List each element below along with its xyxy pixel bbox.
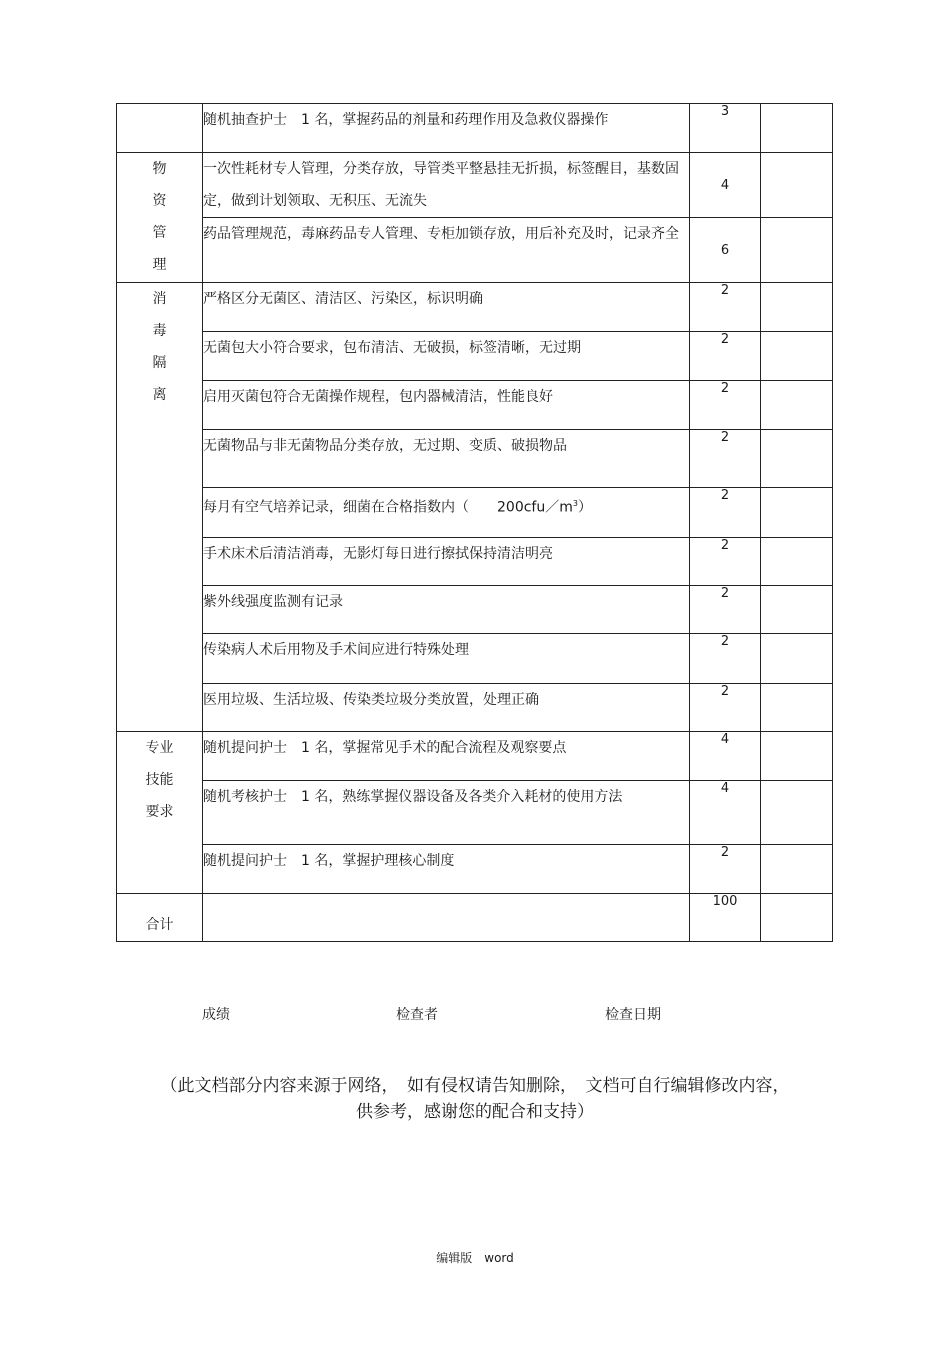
- category-materials: [117, 153, 203, 283]
- total-score: 100: [690, 894, 761, 942]
- superscript: 3: [572, 499, 578, 508]
- category-char: 消: [152, 291, 167, 307]
- table-row: [117, 586, 833, 634]
- score-value: 2: [690, 634, 761, 684]
- item-text: 传染病人术后用物及手术间应进行特殊处理: [203, 634, 690, 684]
- category-skills: [117, 732, 203, 894]
- score-value: 3: [690, 104, 761, 153]
- result-cell: [761, 894, 833, 942]
- item-text: 手术床术后清洁消毒，无影灯每日进行擦拭保持清洁明亮: [203, 538, 690, 586]
- result-cell: [761, 488, 833, 538]
- item-text: 一次性耗材专人管理，分类存放，导管类平整悬挂无折损，标签醒目，基数固定，做到计划领取、无积压、无流失: [203, 153, 690, 218]
- table-row: [117, 538, 833, 586]
- score-value: 2: [690, 845, 761, 894]
- result-cell: [761, 104, 833, 153]
- table-row: [117, 488, 833, 538]
- result-cell: [761, 781, 833, 845]
- result-cell: [761, 430, 833, 488]
- category-char: 物: [152, 161, 167, 177]
- table-row: [117, 153, 833, 218]
- item-text: [203, 488, 690, 538]
- item-text: 无菌包大小符合要求，包布清洁、无破损，标签清晰，无过期: [203, 332, 690, 381]
- total-label: 合计: [117, 894, 203, 942]
- category-cell: [117, 104, 203, 153]
- inspector-label: 检查者: [396, 1007, 438, 1023]
- disclaimer-line-1: （此文档部分内容来源于网络， 如有侵权请告知删除， 文档可自行编辑修改内容，: [160, 1076, 790, 1096]
- disclaimer-line-2: 供参考，感谢您的配合和支持）: [356, 1102, 594, 1122]
- score-value: 2: [690, 283, 761, 332]
- category-line: 专业: [145, 740, 174, 756]
- item-text: 启用灭菌包符合无菌操作规程，包内器械清洁，性能良好: [203, 381, 690, 430]
- item-text: 紫外线强度监测有记录: [203, 586, 690, 634]
- total-row: [117, 894, 833, 942]
- category-line: 要求: [145, 804, 174, 820]
- item-text: 医用垃圾、生活垃圾、传染类垃圾分类放置，处理正确: [203, 684, 690, 732]
- score-value: 2: [690, 488, 761, 538]
- result-cell: [761, 538, 833, 586]
- score-value: 6: [690, 218, 761, 283]
- result-cell: [761, 845, 833, 894]
- item-text-suffix: ）: [577, 499, 592, 516]
- total-item-cell: [203, 894, 690, 942]
- result-cell: [761, 283, 833, 332]
- table-row: [117, 845, 833, 894]
- score-value: 2: [690, 430, 761, 488]
- table-row: [117, 332, 833, 381]
- table-row: [117, 283, 833, 332]
- result-cell: [761, 732, 833, 781]
- table-row: [117, 732, 833, 781]
- category-char: 毒: [152, 323, 167, 339]
- item-text: 严格区分无菌区、清洁区、污染区，标识明确: [203, 283, 690, 332]
- category-char: 管: [152, 225, 167, 241]
- result-cell: [761, 684, 833, 732]
- category-char: 离: [152, 387, 167, 403]
- item-text: 随机抽查护士 1 名，掌握药品的剂量和药理作用及急救仪器操作: [203, 104, 690, 153]
- result-cell: [761, 381, 833, 430]
- result-cell: [761, 634, 833, 684]
- category-char: 资: [152, 193, 167, 209]
- item-text: 随机提问护士 1 名，掌握护理核心制度: [203, 845, 690, 894]
- table-row: [117, 684, 833, 732]
- item-text: 药品管理规范，毒麻药品专人管理、专柜加锁存放，用后补充及时，记录齐全: [203, 218, 690, 283]
- table-row: [117, 218, 833, 283]
- grade-label: 成绩: [202, 1007, 230, 1023]
- score-value: 4: [690, 781, 761, 845]
- result-cell: [761, 586, 833, 634]
- score-value: 4: [690, 153, 761, 218]
- result-cell: [761, 332, 833, 381]
- table-row: [117, 381, 833, 430]
- table-row: [117, 781, 833, 845]
- table-row: [117, 104, 833, 153]
- category-char: 理: [152, 257, 167, 273]
- table-row: [117, 634, 833, 684]
- item-text: 随机考核护士 1 名，熟练掌握仪器设备及各类介入耗材的使用方法: [203, 781, 690, 845]
- score-value: 4: [690, 732, 761, 781]
- score-value: 2: [690, 381, 761, 430]
- score-value: 2: [690, 332, 761, 381]
- score-table: [116, 103, 833, 942]
- inspection-date-label: 检查日期: [605, 1007, 661, 1023]
- page-footer: 编辑版 word: [436, 1251, 514, 1265]
- score-value: 2: [690, 684, 761, 732]
- category-char: 隔: [152, 355, 167, 371]
- item-text: 无菌物品与非无菌物品分类存放，无过期、变质、破损物品: [203, 430, 690, 488]
- score-value: 2: [690, 538, 761, 586]
- result-cell: [761, 153, 833, 218]
- score-value: 2: [690, 586, 761, 634]
- category-disinfection: [117, 283, 203, 732]
- item-text: 随机提问护士 1 名，掌握常见手术的配合流程及观察要点: [203, 732, 690, 781]
- result-cell: [761, 218, 833, 283]
- item-text-prefix: 每月有空气培养记录，细菌在合格指数内（ 200cfu／m: [203, 499, 573, 516]
- category-line: 技能: [145, 772, 174, 788]
- table-row: [117, 430, 833, 488]
